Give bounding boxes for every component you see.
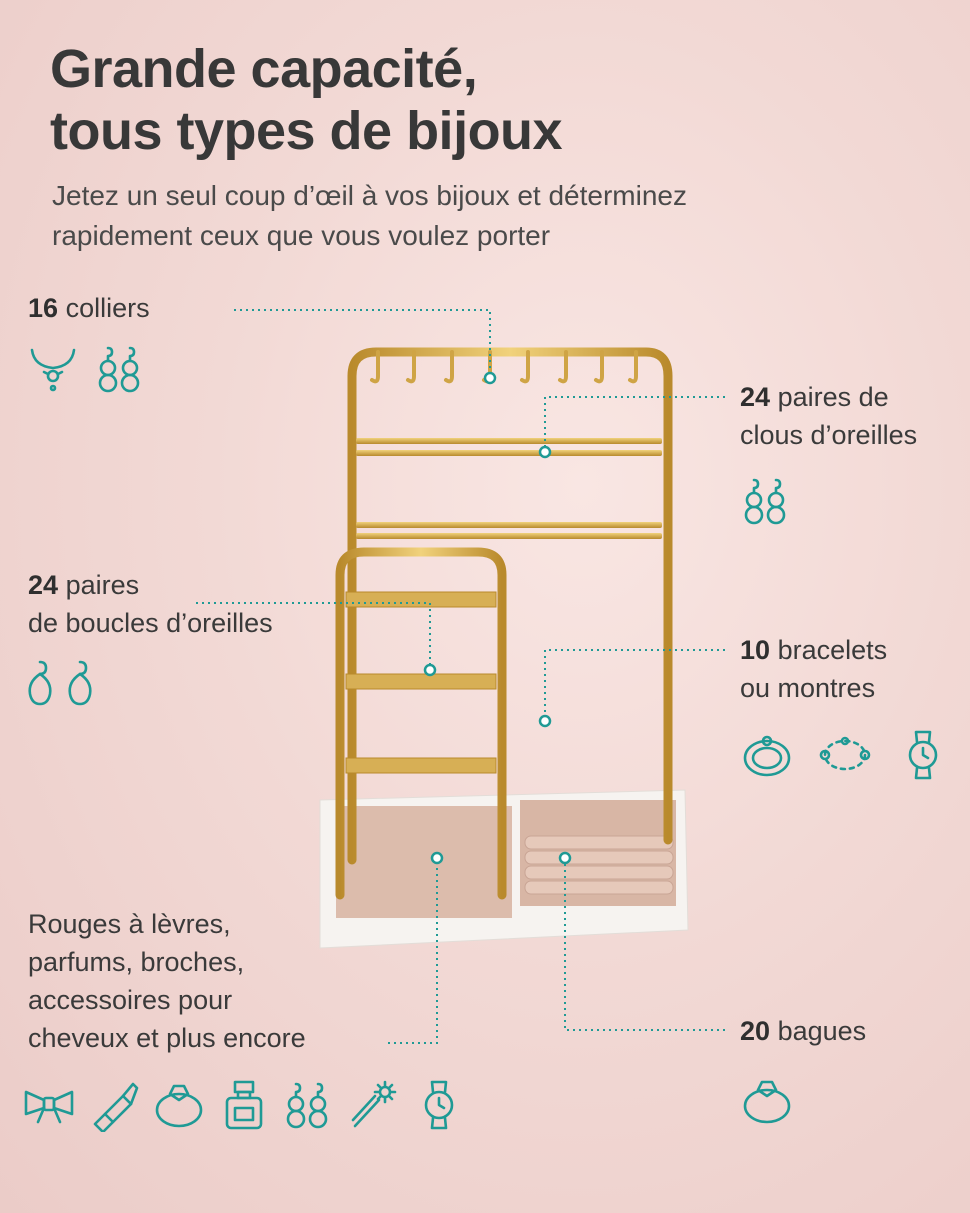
callout-misc: [28, 905, 306, 1057]
necklace-icon: [26, 342, 80, 396]
ring-icon: [740, 1074, 794, 1128]
stud-bars: [356, 438, 662, 539]
misc-line-2: parfums, broches,: [28, 947, 245, 977]
watch-icon: [412, 1078, 466, 1132]
rings-count: 20: [740, 1016, 771, 1046]
drop-earring-icon: [282, 1078, 336, 1132]
studs-count: 24: [740, 382, 771, 412]
bracelet-rods: [505, 594, 678, 720]
studs-icons: [740, 474, 794, 528]
drop-earring-icon: [94, 342, 148, 396]
earrings-count: 24: [28, 570, 59, 600]
earrings-text-line-1: paires: [65, 570, 140, 600]
perfume-icon: [217, 1078, 271, 1132]
bracelets-text-line-2: ou montres: [740, 673, 876, 703]
callout-earrings: [28, 566, 273, 642]
bracelets-text-line-1: bracelets: [777, 635, 888, 665]
subtitle-line-1: Jetez un seul coup d’œil à vos bijoux et déterminez: [52, 180, 687, 211]
earring-bars: [346, 592, 496, 773]
bow-icon: [22, 1078, 76, 1132]
earrings-icons: [24, 656, 104, 710]
stud-earring-icon: [740, 474, 794, 528]
necklaces-count: 16: [28, 293, 59, 323]
studs-text-line-2: clous d’oreilles: [740, 420, 918, 450]
callout-bracelets: [740, 631, 887, 707]
callout-studs: [740, 378, 917, 454]
hoop-earring-icon: [24, 656, 104, 710]
studs-text-line-1: paires de: [777, 382, 889, 412]
necklaces-icons: [26, 342, 148, 396]
earrings-text-line-2: de boucles d’oreilles: [28, 608, 273, 638]
misc-line-4: cheveux et plus encore: [28, 1023, 306, 1053]
misc-line-1: Rouges à lèvres,: [28, 909, 231, 939]
brooch-icon: [347, 1078, 401, 1132]
misc-icons: [22, 1078, 466, 1132]
bangle-icon: [740, 728, 794, 782]
callout-necklaces: [28, 289, 150, 327]
bracelets-count: 10: [740, 635, 771, 665]
headline-line-1: Grande capacité,: [50, 39, 478, 99]
beaded-bracelet-icon: [818, 728, 872, 782]
watch-icon: [896, 728, 950, 782]
subtitle-line-2: rapidement ceux que vous voulez porter: [52, 220, 551, 251]
lipstick-icon: [87, 1078, 141, 1132]
callout-rings: [740, 1012, 866, 1050]
misc-line-3: accessoires pour: [28, 985, 233, 1015]
ring-icon: [152, 1078, 206, 1132]
headline-line-2: tous types de bijoux: [50, 101, 563, 161]
rings-icons: [740, 1074, 794, 1128]
necklaces-text: colliers: [65, 293, 150, 323]
rings-text: bagues: [777, 1016, 867, 1046]
bracelets-icons: [740, 728, 950, 782]
